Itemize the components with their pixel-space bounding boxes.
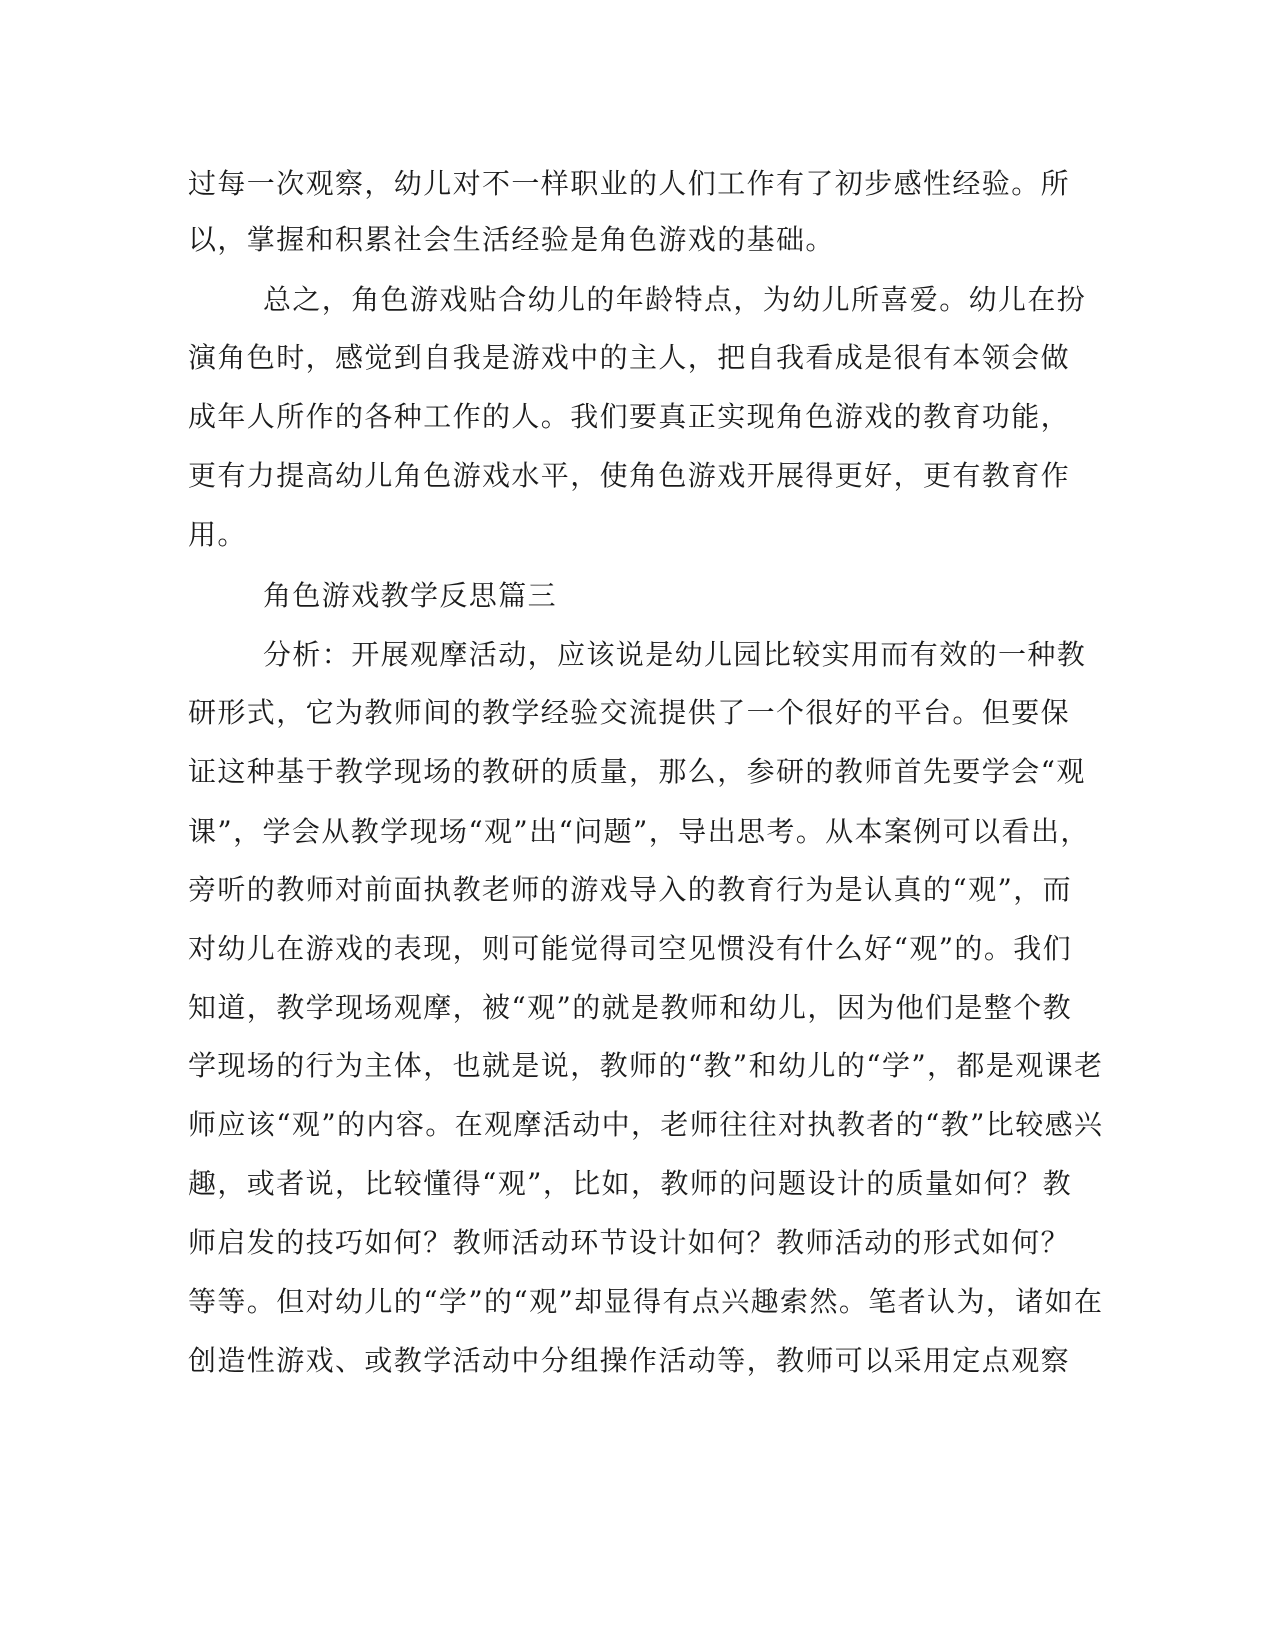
section-heading: 角色游戏教学反思篇三: [263, 579, 558, 612]
text-line: 成年人所作的各种工作的人。我们要真正实现角色游戏的教育功能，: [188, 400, 1071, 433]
text-line: 证这种基于教学现场的教研的质量，那么，参研的教师首先要学会“观: [188, 755, 1086, 788]
text-line: 研形式，它为教师间的教学经验交流提供了一个很好的平台。但要保: [188, 696, 1071, 729]
text-line: 过每一次观察，幼儿对不一样职业的人们工作有了初步感性经验。所: [188, 167, 1071, 200]
text-line: 知道，教学现场观摩，被“观”的就是教师和幼儿，因为他们是整个教: [188, 991, 1073, 1024]
text-line: 以，掌握和积累社会生活经验是角色游戏的基础。: [188, 223, 835, 256]
text-line: 对幼儿在游戏的表现，则可能觉得司空见惯没有什么好“观”的。我们: [188, 932, 1073, 965]
text-line: 等等。但对幼儿的“学”的“观”却显得有点兴趣索然。笔者认为，诸如在: [188, 1285, 1104, 1318]
text-line: 师启发的技巧如何？教师活动环节设计如何？教师活动的形式如何？: [188, 1226, 1071, 1259]
paragraph-first-line: 总之，角色游戏贴合幼儿的年龄特点，为幼儿所喜爱。幼儿在扮: [263, 283, 1087, 316]
text-line: 师应该“观”的内容。在观摩活动中，老师往往对执教者的“教”比较感兴: [188, 1108, 1104, 1141]
text-line: 趣，或者说，比较懂得“观”，比如，教师的问题设计的质量如何？教: [188, 1167, 1073, 1200]
text-line: 课”，学会从教学现场“观”出“问题”，导出思考。从本案例可以看出，: [188, 815, 1090, 848]
text-line: 创造性游戏、或教学活动中分组操作活动等，教师可以采用定点观察: [188, 1344, 1071, 1377]
paragraph-first-line: 分析：开展观摩活动，应该说是幼儿园比较实用而有效的一种教: [263, 638, 1087, 671]
text-line: 学现场的行为主体，也就是说，教师的“教”和幼儿的“学”，都是观课老: [188, 1049, 1104, 1082]
text-line: 更有力提高幼儿角色游戏水平，使角色游戏开展得更好，更有教育作: [188, 459, 1071, 492]
text-line: 用。: [188, 518, 247, 551]
text-line: 演角色时，感觉到自我是游戏中的主人，把自我看成是很有本领会做: [188, 341, 1071, 374]
text-line: 旁听的教师对前面执教老师的游戏导入的教育行为是认真的“观”，而: [188, 873, 1073, 906]
